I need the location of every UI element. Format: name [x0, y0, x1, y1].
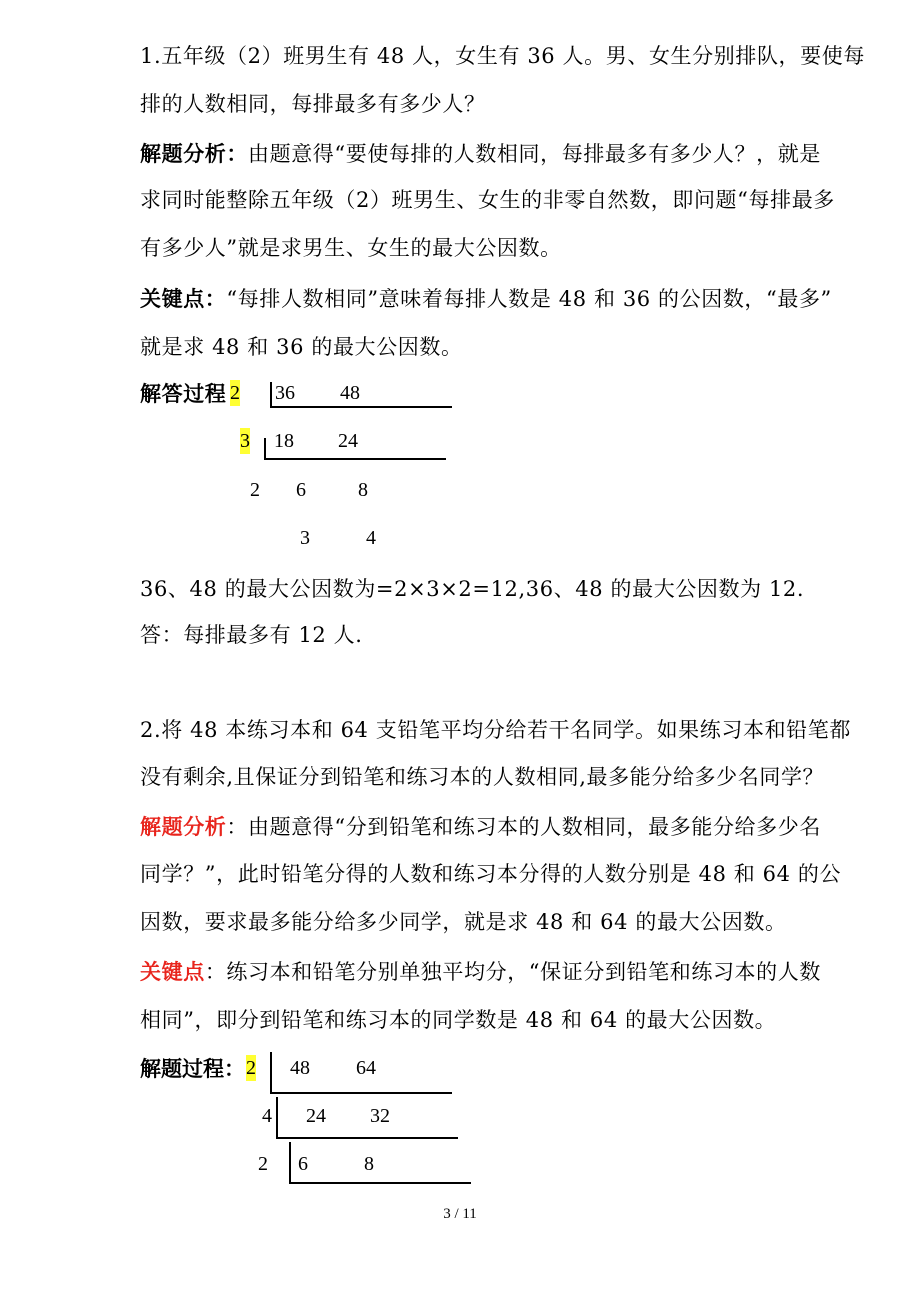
page-number: 3 / 11	[443, 1206, 477, 1222]
p2-question-line2: 没有剩余,且保证分到铅笔和练习本的人数相同,最多能分给多少名同学？	[140, 765, 825, 789]
p2-divisor-2: 4	[262, 1105, 272, 1127]
p1-analysis-line3: 有多少人”就是求男生、女生的最大公因数。	[140, 236, 562, 260]
p1-key-text1: “每排人数相同”意味着每排人数是 48 和 36 的公因数，“最多”	[226, 287, 832, 311]
p1-key-label: 关键点：	[140, 286, 227, 311]
p2-analysis-text1: ：由题意得“分到铅笔和练习本的人数相同，最多能分给多少名	[226, 815, 821, 839]
p1-division-bar-1	[270, 406, 452, 408]
p2-division-bracket-3	[289, 1142, 291, 1184]
p1-division-bracket-2	[264, 438, 266, 460]
p2-division-bracket-1	[270, 1052, 272, 1094]
p1-division-bar-2	[264, 458, 446, 460]
p2-question-line1: 2.将 48 本练习本和 64 支铅笔平均分给若干名同学。如果练习本和铅笔都	[140, 718, 851, 742]
p1-question-line2: 排的人数相同，每排最多有多少人？	[140, 92, 486, 116]
p1-divisor-1: 2	[230, 382, 240, 404]
p2-row1-b: 64	[356, 1057, 376, 1079]
p2-row2-b: 32	[370, 1105, 390, 1127]
p1-row1-b: 48	[340, 382, 360, 404]
p2-key-text1: ：练习本和铅笔分别单独平均分，“保证分到铅笔和练习本的人数	[204, 960, 821, 984]
p2-analysis-label: 解题分析	[140, 814, 227, 839]
p1-divisor-2: 3	[240, 430, 250, 452]
p2-row3-a: 6	[298, 1153, 308, 1175]
p2-key-line2: 相同”，即分到铅笔和练习本的同学数是 48 和 64 的最大公因数。	[140, 1008, 777, 1032]
p2-division-bar-3	[289, 1182, 471, 1184]
p2-division-bracket-2	[276, 1097, 278, 1139]
p1-answer: 答：每排最多有 12 人.	[140, 623, 363, 647]
p2-analysis-line1	[140, 813, 821, 841]
p2-row3-b: 8	[364, 1153, 374, 1175]
p1-analysis-line1	[140, 140, 821, 168]
p1-row1-a: 36	[275, 382, 295, 404]
p2-row2-a: 24	[306, 1105, 326, 1127]
p1-row4-a: 3	[300, 527, 310, 549]
p2-division-bar-2	[276, 1137, 458, 1139]
p2-division-bar-1	[270, 1092, 452, 1094]
p2-key-label: 关键点	[140, 959, 205, 984]
p2-row1-a: 48	[290, 1057, 310, 1079]
p1-question-line1: 1.五年级（2）班男生有 48 人，女生有 36 人。男、女生分别排队，要使每	[140, 44, 865, 68]
p2-analysis-line2: 同学？”，此时铅笔分得的人数和练习本分得的人数分别是 48 和 64 的公	[140, 862, 842, 886]
p2-process-label: 解题过程：	[140, 1056, 245, 1081]
p1-analysis-line2: 求同时能整除五年级（2）班男生、女生的非零自然数，即问题“每排最多	[140, 188, 835, 212]
p2-divisor-1: 2	[246, 1057, 256, 1079]
p1-row3-a: 6	[296, 479, 306, 501]
p1-row3-b: 8	[358, 479, 368, 501]
p1-row4-b: 4	[366, 527, 376, 549]
p1-division-bracket-1	[270, 382, 272, 408]
p1-result: 36、48 的最大公因数为=2×3×2=12,36、48 的最大公因数为 12.	[140, 577, 805, 601]
p2-divisor-3: 2	[258, 1153, 268, 1175]
p1-divisor-3: 2	[250, 479, 260, 501]
p2-analysis-line3: 因数，要求最多能分给多少同学，就是求 48 和 64 的最大公因数。	[140, 910, 787, 934]
p2-key-line1	[140, 958, 821, 986]
p1-analysis-label: 解题分析：	[140, 141, 248, 166]
p1-process-label: 解答过程	[140, 381, 227, 406]
p1-key-line1	[140, 285, 832, 313]
p1-row2-a: 18	[274, 430, 294, 452]
p1-analysis-text1: 由题意得“要使每排的人数相同，每排最多有多少人？，就是	[248, 142, 821, 166]
p1-key-line2: 就是求 48 和 36 的最大公因数。	[140, 335, 463, 359]
p1-row2-b: 24	[338, 430, 358, 452]
